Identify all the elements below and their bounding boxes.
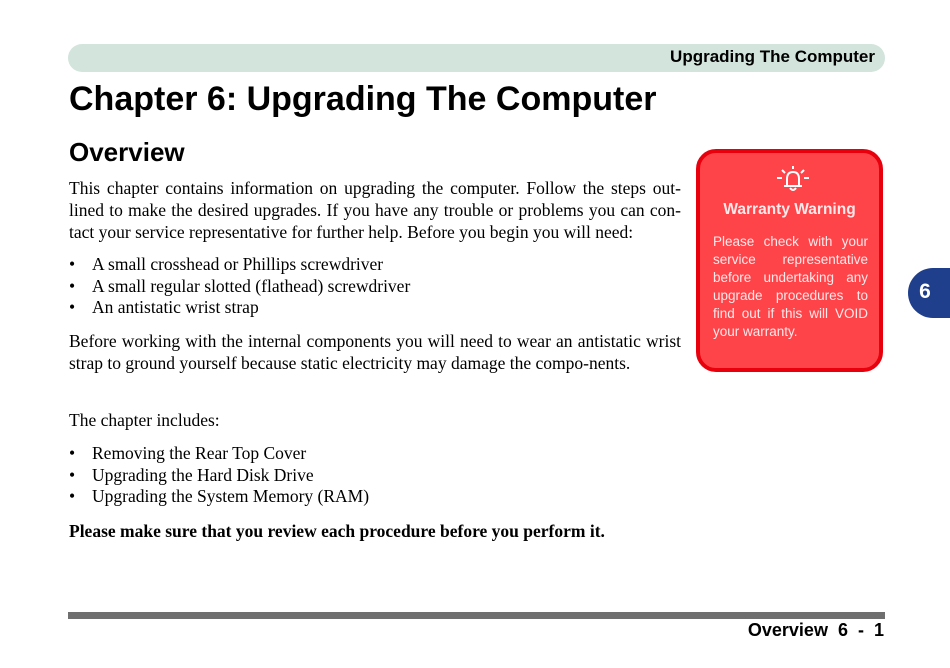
- bullet: •: [69, 486, 76, 506]
- tools-list: [69, 254, 410, 319]
- includes-list: [69, 443, 369, 508]
- intro-paragraph: This chapter contains information on upgrading the computer. Follow the steps out-lined to make the desired upgrades. If you have any trouble or problems you can con-tact your service representative for further help. Before you begin you will need:: [69, 178, 681, 242]
- warning-text: Please check with your service representative before undertaking any upgrade procedures to find out if this will VOID your warranty.: [713, 234, 868, 339]
- list-item: • Upgrading the Hard Disk Drive: [69, 464, 314, 485]
- bullet: •: [69, 275, 76, 296]
- list-item: • An antistatic wrist strap: [69, 297, 259, 317]
- list-item: • A small crosshead or Phillips screwdriver: [69, 254, 384, 274]
- warranty-warning-box: [696, 149, 883, 372]
- bullet: •: [69, 443, 76, 463]
- list-item: • A small regular slotted (flathead) screwdriver: [69, 275, 411, 296]
- bullet: •: [69, 254, 76, 274]
- closing-note: Please make sure that you review each procedure before you perform it.: [69, 521, 605, 541]
- warning-title: Warranty Warning: [723, 201, 856, 218]
- list-item: • Upgrading the System Memory (RAM): [69, 486, 370, 506]
- bullet: •: [69, 297, 76, 317]
- footer-rule: [68, 612, 885, 619]
- chapter-tab: [908, 268, 950, 318]
- list-item: • Removing the Rear Top Cover: [69, 443, 307, 463]
- includes-intro: The chapter includes:: [69, 410, 220, 430]
- header-bar: [68, 44, 885, 72]
- section-title: Overview: [69, 137, 185, 167]
- chapter-title: Chapter 6: Upgrading The Computer: [69, 80, 657, 118]
- footer: [748, 620, 884, 641]
- alarm-bell-icon: [776, 165, 810, 193]
- chapter-tab-number: 6: [919, 280, 931, 303]
- bullet: •: [69, 464, 76, 485]
- footer-section: Overview: [747, 620, 828, 640]
- page-number: 6 - 1: [837, 620, 884, 640]
- header-title: Upgrading The Computer: [670, 47, 875, 66]
- antistatic-paragraph: Before working with the internal components you will need to wear an antistatic wrist strap to ground yourself because static electricity may damage the compo-nents.: [69, 331, 681, 373]
